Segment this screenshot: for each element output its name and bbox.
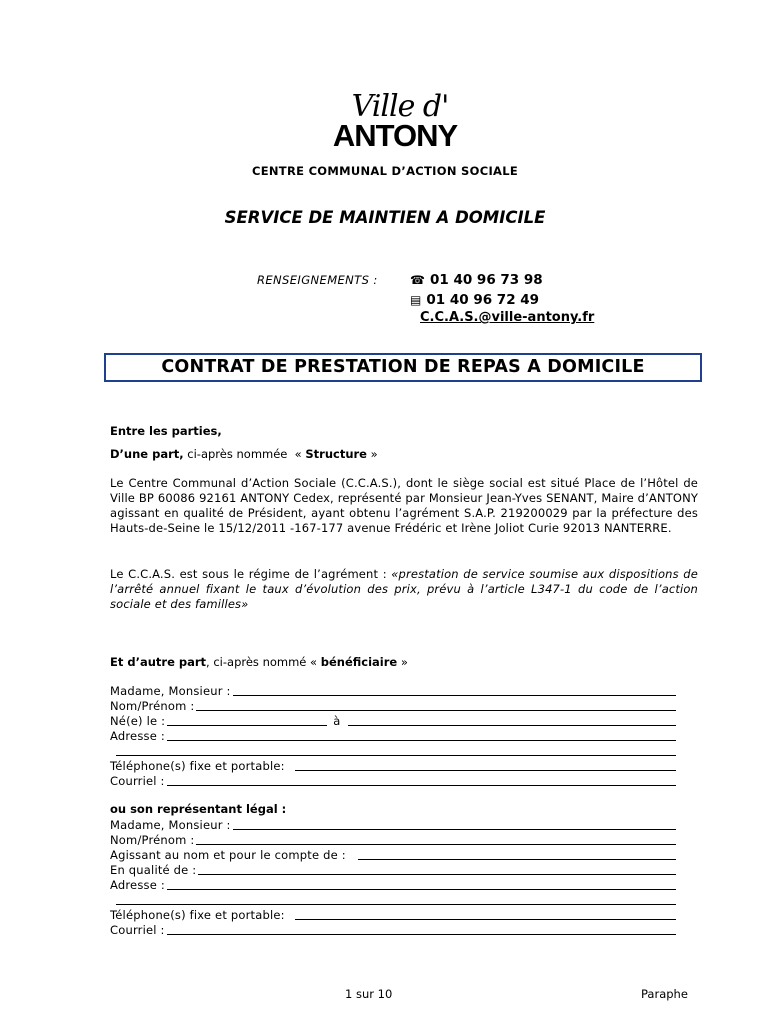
- beneficiary-email-field[interactable]: Courriel :: [110, 774, 676, 789]
- phone-line: [410, 272, 543, 288]
- org-name: CENTRE COMMUNAL D’ACTION SOCIALE: [251, 164, 519, 178]
- rep-civility-field[interactable]: Madame, Monsieur :: [110, 818, 676, 833]
- rep-name-field[interactable]: Nom/Prénom :: [110, 833, 676, 848]
- logo-line2: ANTONY: [332, 118, 458, 153]
- part2-line: [110, 655, 698, 670]
- part1-label: D’une part,: [110, 447, 184, 461]
- page-number: 1 sur 10: [345, 987, 393, 1001]
- beneficiary-address-field[interactable]: Adresse :: [110, 729, 676, 744]
- agreement-paragraph: [110, 567, 698, 612]
- rep-email-field[interactable]: Courriel :: [110, 923, 676, 938]
- agreement-quote: «prestation de service soumise aux dispositions de l’arrêté annuel fixant le taux d’évolution des prix, prévu à l’article L347-1 du code de l’action sociale et des familles»: [110, 567, 698, 611]
- fax-line: [410, 292, 539, 308]
- paraphe-label: Paraphe: [641, 987, 688, 1001]
- telephone-icon: ☎: [410, 273, 425, 287]
- service-title: SERVICE DE MAINTIEN A DOMICILE: [224, 208, 546, 227]
- beneficiary-address-line2[interactable]: [110, 744, 676, 756]
- part2-label: Et d’autre part: [110, 655, 207, 669]
- part2-end: »: [397, 655, 408, 669]
- rep-phone-field[interactable]: Téléphone(s) fixe et portable:: [110, 908, 676, 923]
- phone-number: 01 40 96 73 98: [429, 272, 543, 288]
- part1-name: Structure: [305, 447, 367, 461]
- structure-paragraph: Le Centre Communal d’Action Sociale (C.C.A.S.), dont le siège social est situé Place de l’Hôtel de Ville BP 60086 92161 ANTONY Cedex, représenté par Monsieur Jean-Yves SENANT, Maire d’ANTONY agissant en qualité de Président, ayant obtenu l’agrément S.A.P. 219200029 par la préfecture des Hauts-de-Seine le 15/12/2011 -167-177 avenue Frédéric et Irène Joliot Curie 92013 NANTERRE.: [110, 476, 698, 535]
- fax-number: 01 40 96 72 49: [426, 292, 540, 308]
- agreement-text: Le C.C.A.S. est sous le régime de l’agrément :: [110, 567, 392, 581]
- representative-heading: ou son représentant légal :: [110, 802, 287, 816]
- beneficiary-phone-field[interactable]: Téléphone(s) fixe et portable:: [110, 759, 676, 774]
- beneficiary-birth-field[interactable]: Né(e) le : à: [110, 714, 676, 729]
- rep-address-field[interactable]: Adresse :: [110, 878, 676, 893]
- rep-quality-field[interactable]: En qualité de :: [110, 863, 676, 878]
- part2-name: bénéficiaire: [320, 655, 398, 669]
- beneficiary-civility-field[interactable]: Madame, Monsieur :: [110, 684, 676, 699]
- birth-place-label: à: [333, 714, 341, 728]
- beneficiary-name-field[interactable]: Nom/Prénom :: [110, 699, 676, 714]
- logo-line1: Ville d': [351, 89, 449, 124]
- part1-end: »: [367, 447, 378, 461]
- part1-text: ci-après nommée «: [183, 447, 306, 461]
- fax-icon: ▤: [410, 293, 422, 307]
- part1-line: [110, 447, 698, 462]
- contract-title: CONTRAT DE PRESTATION DE REPAS A DOMICILE: [104, 353, 702, 382]
- parties-heading: Entre les parties,: [110, 424, 222, 438]
- contact-label: RENSEIGNEMENTS :: [257, 273, 378, 287]
- rep-address-line2[interactable]: [110, 893, 676, 905]
- city-logo: [0, 89, 770, 153]
- rep-acting-field[interactable]: Agissant au nom et pour le compte de :: [110, 848, 676, 863]
- email-link[interactable]: C.C.A.S.@ville-antony.fr: [420, 310, 595, 325]
- part2-text: , ci-après nommé «: [206, 655, 321, 669]
